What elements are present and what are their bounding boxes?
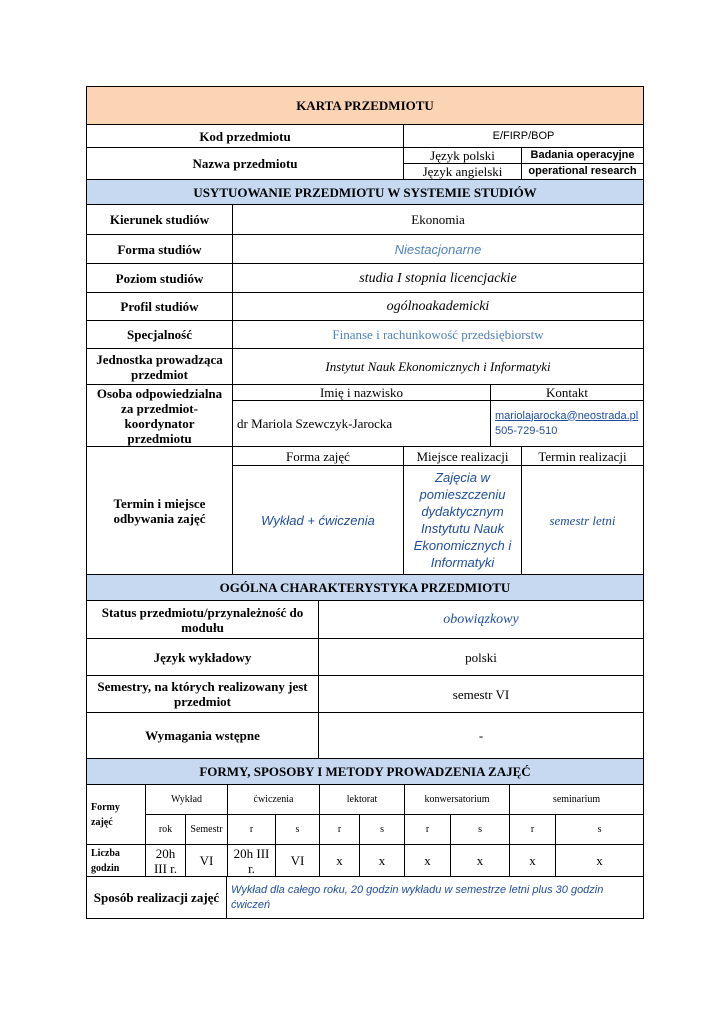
osoba-contact [491,401,644,447]
card-title: KARTA PRZEDMIOTU [87,87,644,125]
termin-miejsce: Zajęcia w pomieszczeniu dydaktycznym Instytutu Nauk Ekonomicznych i Informatyki [404,466,522,575]
formy-sub: s [451,815,510,845]
forma-value: Niestacjonarne [233,235,644,264]
sposob-value: Wykład dla całego roku, 20 godzin wykładu w semestrze letni plus 30 godzin ćwiczeń [227,877,644,919]
jednostka-value: Instytut Nauk Ekonomicznych i Informatyki [233,349,644,385]
section-formy: FORMY, SPOSOBY I METODY PROWADZENIA ZAJĘĆ [87,759,644,785]
semestry-value: semestr VI [319,676,644,713]
kod-value: E/FIRP/BOP [404,125,644,148]
hours-cell: VI [186,845,228,877]
formy-sub: r [405,815,451,845]
termin-forma-header: Forma zajęć [233,447,404,466]
nazwa-en-label: Język angielski [404,164,522,180]
profil-value: ogólnoakademicki [233,293,644,321]
osoba-name: dr Mariola Szewczyk-Jarocka [233,401,491,447]
formy-sub: s [556,815,644,845]
sposob-table [86,876,644,919]
wymagania-value: - [319,713,644,759]
poziom-label: Poziom studiów [87,264,233,293]
section-usytuowanie: USYTUOWANIE PRZEDMIOTU W SYSTEMIE STUDIÓW [87,180,644,205]
formy-type: ćwiczenia [228,785,320,815]
status-label: Status przedmiotu/przynależność do modułu [87,601,319,639]
termin-termin-header: Termin realizacji [522,447,644,466]
formy-type: lektorat [320,785,405,815]
osoba-contact-header: Kontakt [491,385,644,401]
hours-cell: 20h III r. [146,845,186,877]
hours-cell: x [360,845,405,877]
hours-cell: x [320,845,360,877]
kierunek-value: Ekonomia [233,205,644,235]
formy-label: Formy zajęć [87,785,146,845]
formy-type: Wykład [146,785,228,815]
nazwa-en-value: operational research [522,164,644,180]
nazwa-pl-value: Badania operacyjne [522,148,644,164]
formy-sub: r [320,815,360,845]
termin-forma: Wykład + ćwiczenia [233,466,404,575]
termin-label: Termin i miejsce odbywania zajęć [87,447,233,575]
kierunek-label: Kierunek studiów [87,205,233,235]
nazwa-label: Nazwa przedmiotu [87,148,404,180]
wymagania-label: Wymagania wstępne [87,713,319,759]
semestry-label: Semestry, na których realizowany jest przedmiot [87,676,319,713]
email-link[interactable]: mariolajarocka@neostrada.pl [495,409,639,422]
termin-miejsce-header: Miejsce realizacji [404,447,522,466]
hours-cell: x [510,845,556,877]
termin-termin: semestr letni [522,466,644,575]
jezyk-label: Język wykładowy [87,639,319,676]
formy-sub: rok [146,815,186,845]
profil-label: Profil studiów [87,293,233,321]
kod-label: Kod przedmiotu [87,125,404,148]
forms-table [86,784,644,877]
forma-label: Forma studiów [87,235,233,264]
hours-cell: x [405,845,451,877]
hours-label: Liczba godzin [87,845,146,877]
formy-sub: Semestr [186,815,228,845]
phone-number: 505-729-510 [495,424,558,437]
status-value: obowiązkowy [319,601,644,639]
formy-sub: s [276,815,320,845]
hours-cell: 20h III r. [228,845,276,877]
formy-type: konwersatorium [405,785,510,815]
specjalnosc-label: Specjalność [87,321,233,349]
hours-cell: VI [276,845,320,877]
specjalnosc-value: Finanse i rachunkowość przedsiębiorstw [233,321,644,349]
formy-sub: s [360,815,405,845]
jednostka-label: Jednostka prowadząca przedmiot [87,349,233,385]
osoba-label: Osoba odpowiedzialna za przedmiot- koordynator przedmiotu [87,385,233,447]
course-card-table [86,86,644,785]
formy-type: seminarium [510,785,644,815]
formy-sub: r [510,815,556,845]
section-charakterystyka: OGÓLNA CHARAKTERYSTYKA PRZEDMIOTU [87,575,644,601]
jezyk-value: polski [319,639,644,676]
osoba-name-header: Imię i nazwisko [233,385,491,401]
sposob-label: Sposób realizacji zajęć [87,877,227,919]
hours-cell: x [556,845,644,877]
formy-sub: r [228,815,276,845]
poziom-value: studia I stopnia licencjackie [233,264,644,293]
nazwa-pl-label: Język polski [404,148,522,164]
hours-cell: x [451,845,510,877]
